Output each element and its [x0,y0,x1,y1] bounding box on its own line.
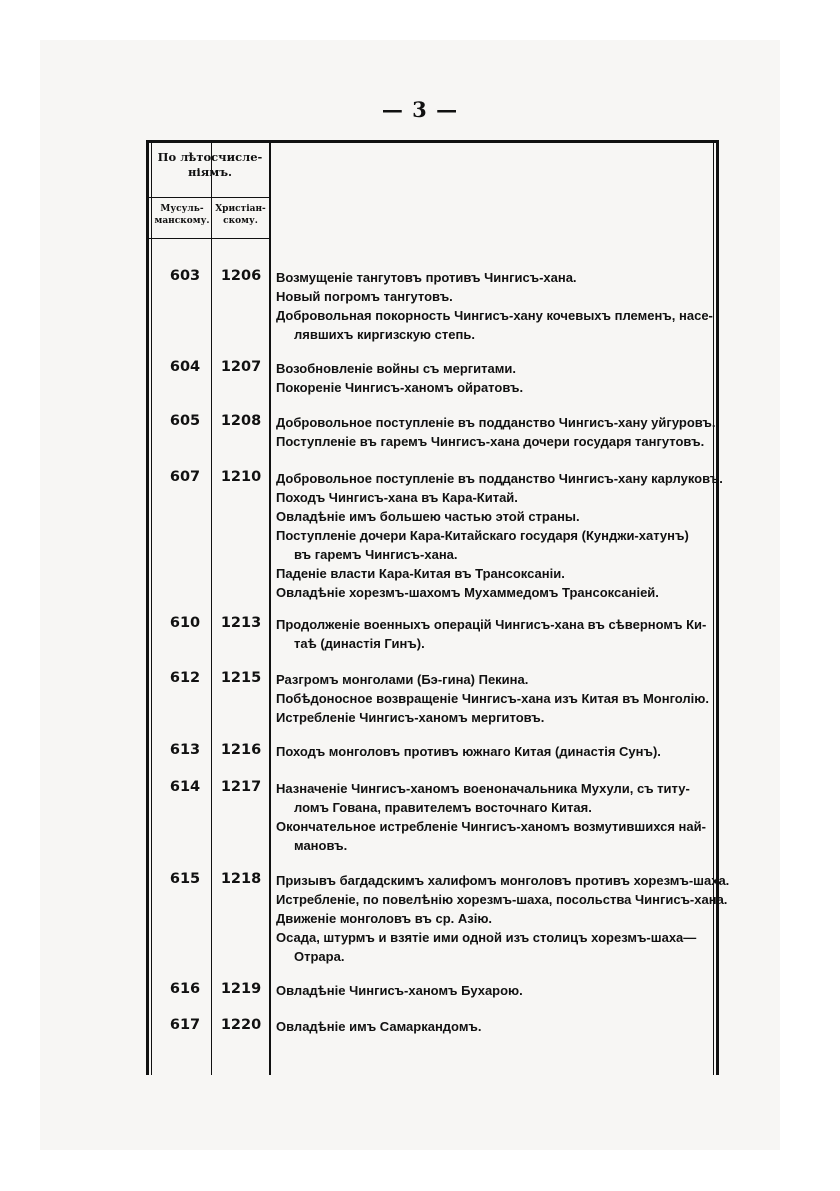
christian-year: 1219 [220,981,262,997]
christian-year: 1216 [220,742,262,758]
christian-year: 1215 [220,670,262,686]
header-christian-calendar: Христіан- скому. [215,204,266,226]
muslim-year: 604 [169,359,201,375]
muslim-year: 612 [169,670,201,686]
event-line: Добровольная покорность Чингисъ-хану кочевыхъ племенъ, насе- [276,308,713,323]
muslim-year: 603 [169,268,201,284]
event-line: мановъ. [294,838,348,853]
event-description [276,469,723,602]
muslim-year: 613 [169,742,201,758]
christian-year: 1206 [220,268,262,284]
chronology-table [146,140,730,1075]
muslim-year: 616 [169,981,201,997]
event-line: въ гаремъ Чингисъ-хана. [294,547,458,562]
event-line: Новый погромъ тангутовъ. [276,289,453,304]
christian-year: 1207 [220,359,262,375]
event-line: Возмущеніе тангутовъ противъ Чингисъ-хана. [276,270,577,285]
event-line: Истребленіе Чингисъ-ханомъ мергитовъ. [276,710,545,725]
event-line: Овладѣніе имъ Самаркандомъ. [276,1019,482,1034]
event-line: Движеніе монголовъ въ ср. Азію. [276,911,493,926]
event-line: Походъ монголовъ противъ южнаго Китая (династія Сунъ). [276,744,661,759]
page-number: — 3 — [381,97,459,122]
event-line: Добровольное поступленіе въ подданство Чингисъ-хану карлуковъ. [276,471,723,486]
event-description [276,670,714,727]
christian-year: 1208 [220,413,262,429]
event-line: Отрара. [294,949,345,964]
event-line: Продолженіе военныхъ операцій Чингисъ-хана въ сѣверномъ Ки- [276,617,707,632]
event-line: Овладѣніе имъ большею частью этой страны. [276,509,580,524]
event-description [276,615,714,653]
event-description [276,742,714,761]
event-line: Поступленіе въ гаремъ Чингисъ-хана дочери государя тангутовъ. [276,434,705,449]
event-line: Призывъ багдадскимъ халифомъ монголовъ противъ хорезмъ-шаха. [276,873,730,888]
subheader-divider [149,238,269,239]
event-line: Паденіе власти Кара-Китая въ Трансоксаніи. [276,566,565,581]
header-muslim-calendar: Мусуль- манскому. [154,204,210,226]
column-divider-text [269,143,271,1075]
event-line: Покореніе Чингисъ-ханомъ ойратовъ. [276,380,524,395]
event-line: Походъ Чингисъ-хана въ Кара-Китай. [276,490,518,505]
event-description [276,779,714,855]
christian-year: 1217 [220,779,262,795]
christian-year: 1220 [220,1017,262,1033]
header-divider [149,197,269,198]
christian-year: 1213 [220,615,262,631]
event-description [276,268,714,344]
event-line: Назначеніе Чингисъ-ханомъ военоначальника Мухули, съ титу- [276,781,690,796]
event-description [276,1017,714,1036]
muslim-year: 607 [169,469,201,485]
event-line: Осада, штурмъ и взятіе ими одной изъ столицъ хорезмъ-шаха— [276,930,697,945]
event-description [276,871,730,966]
event-line: Окончательное истребленіе Чингисъ-ханомъ возмутившихся най- [276,819,706,834]
muslim-year: 614 [169,779,201,795]
event-line: таѣ (династія Гинъ). [294,636,425,651]
muslim-year: 617 [169,1017,201,1033]
event-line: Овладѣніе Чингисъ-ханомъ Бухарою. [276,983,523,998]
event-description [276,981,714,1000]
event-description [276,413,714,451]
event-line: лявшихъ киргизскую степь. [294,327,475,342]
muslim-year: 615 [169,871,201,887]
event-line: Разгромъ монголами (Бэ-гина) Пекина. [276,672,529,687]
header-title: По лѣтосчисле- ніямъ. [157,150,263,179]
christian-year: 1210 [220,469,262,485]
event-line: Возобновленіе войны съ мергитами. [276,361,516,376]
event-line: Побѣдоносное возвращеніе Чингисъ-хана изъ Китая въ Монголію. [276,691,710,706]
muslim-year: 605 [169,413,201,429]
event-description [276,359,714,397]
event-line: Овладѣніе хорезмъ-шахомъ Мухаммедомъ Трансоксаніей. [276,585,659,600]
event-line: Поступленіе дочери Кара-Китайскаго государя (Кунджи-хатунъ) [276,528,689,543]
christian-year: 1218 [220,871,262,887]
event-line: Добровольное поступленіе въ подданство Чингисъ-хану уйгуровъ. [276,415,716,430]
column-divider-years [211,143,212,1075]
muslim-year: 610 [169,615,201,631]
event-line: Истребленіе, по повелѣнію хорезмъ-шаха, посольства Чингисъ-хана. [276,892,728,907]
event-line: ломъ Гована, правителемъ восточнаго Китая. [294,800,592,815]
